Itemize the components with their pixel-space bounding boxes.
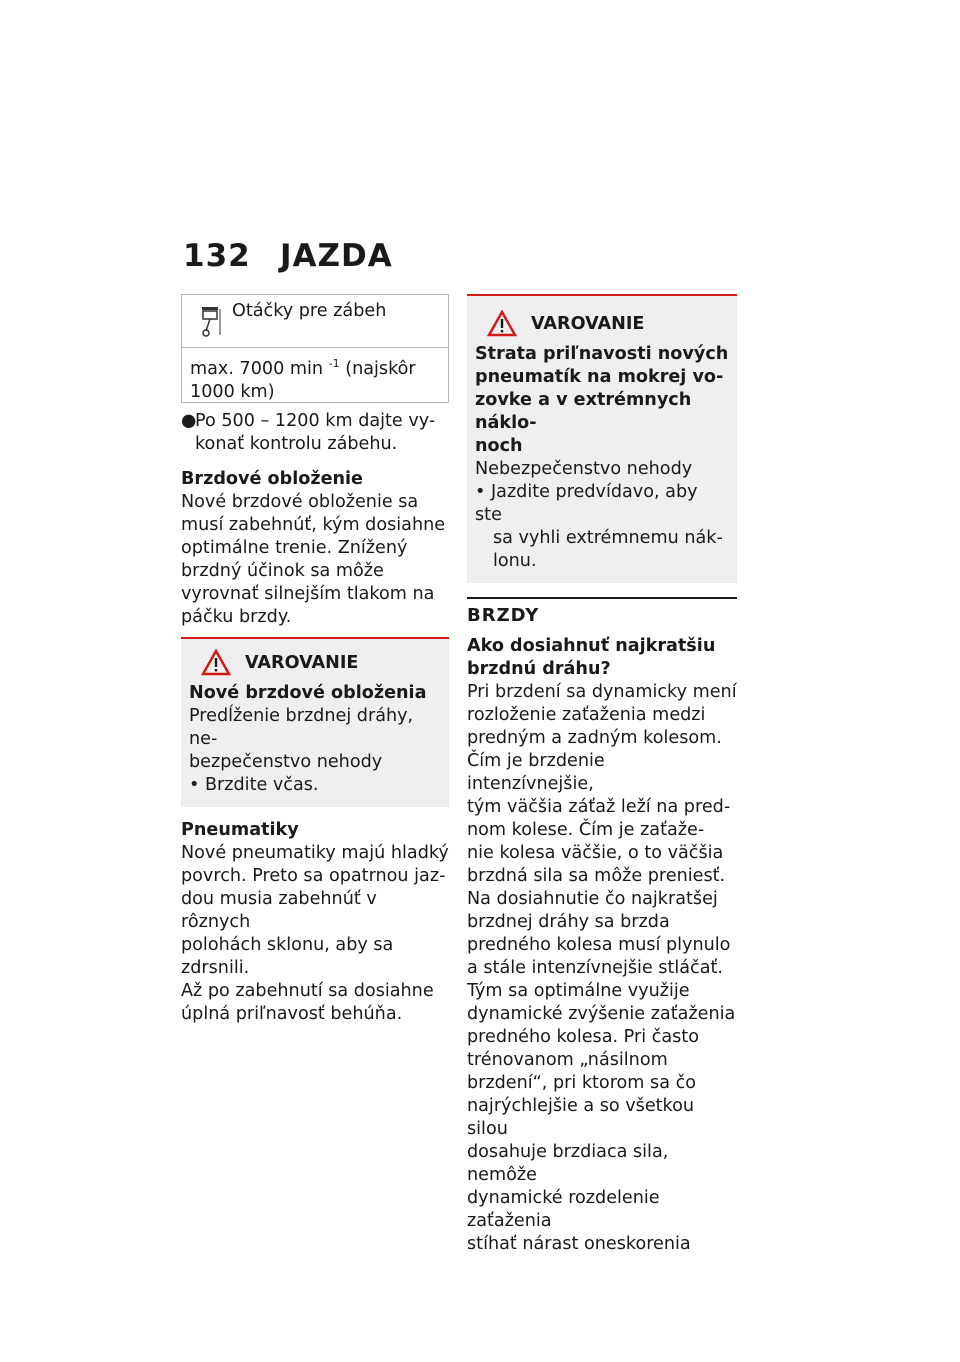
warning-triangle-icon — [201, 649, 231, 676]
engine-box-title: Otáčky pre zábeh — [232, 301, 387, 321]
section-divider — [467, 597, 737, 627]
section-title: JAZDA — [280, 238, 393, 274]
tyres-heading: Pneumatiky — [181, 820, 299, 840]
warning-box: VAROVANIE Nové brzdové obloženia Predĺženie brzdnej dráhy, ne- bezpečenstvo nehody • Brzdite včas. — [181, 637, 449, 807]
warning-triangle-icon — [487, 310, 517, 337]
warning-box: VAROVANIE Strata priľnavosti nových pneumatík na mokrej vo- zovke a v extrémnych náklo- noch Nebezpečenstvo nehody • Jazdite predvídavo, aby ste sa vyhli extrémnemu nák- lonu. — [467, 294, 737, 583]
tyres-text: Nové pneumatiky majú hladký povrch. Preto sa opatrnou jaz- dou musia zabehnúť v rôznych polohách sklonu, aby sa zdrsnili. Až po zabehnutí sa dosiahne úplná priľnavosť behúňa. — [181, 843, 449, 1024]
warning-title: Strata priľnavosti nových pneumatík na mokrej vo- zovke a v extrémnych náklo- noch — [475, 344, 729, 456]
right-column — [467, 294, 737, 1256]
page-header — [183, 238, 393, 274]
left-column — [181, 294, 449, 1026]
brakes-text: Pri brzdení sa dynamicky mení rozloženie zaťaženia medzi predným a zadným kolesom. Čím je brzdenie intenzívnejšie, tým väčšia záťaž leží na pred- nom kolese. Čím je zaťaže- nie kolesa väčšie, o to väčšia brzdná sila sa môže preniesť. Na dosiahnutie čo najkratšej brzdnej dráhy sa brzda predného kolesa musí plynulo a stále intenzívnejšie stláčať. Tým sa optimálne využije dynamické zvýšenie zaťaženia predného kolesa. Pri často trénovanom „násilnom brzdení“, pri ktorom sa čo najrýchlejšie a so všetkou silou dosahuje brzdiaca sila, nemôže dynamické rozdelenie zaťaženia stíhať nárast oneskorenia — [467, 682, 737, 1254]
engine-box-header — [182, 295, 448, 348]
warning-title: Nové brzdové obloženia — [189, 683, 427, 703]
brakes-subheading: Ako dosiahnuť najkratšiu brzdnú dráhu? — [467, 636, 716, 679]
section-heading-brzdy: BRZDY — [467, 605, 540, 626]
warning-label: VAROVANIE — [531, 313, 645, 334]
warning-bullet: • Jazdite predvídavo, aby ste — [475, 482, 698, 525]
brake-pads-text: Nové brzdové obloženie sa musí zabehnúť, kým dosiahne optimálne trenie. Znížený brzdný účinok sa môže vyrovnať silnejším tlakom na páčku brzdy. — [181, 492, 446, 627]
warning-bullet: • Brzdite včas. — [189, 775, 319, 795]
list-item: ● Po 500 – 1200 km dajte vy- konať kontrolu zábehu. — [181, 411, 436, 454]
page-number: 132 — [183, 238, 251, 274]
warning-label: VAROVANIE — [245, 652, 359, 673]
warning-text: Nebezpečenstvo nehody — [475, 459, 693, 479]
engine-speed-box — [181, 294, 449, 403]
brake-pads-heading: Brzdové obloženie — [181, 469, 363, 489]
engine-piston-icon — [196, 305, 224, 339]
engine-box-value: max. 7000 min $^{-1}$ (najskôr 1000 km) — [190, 357, 416, 402]
